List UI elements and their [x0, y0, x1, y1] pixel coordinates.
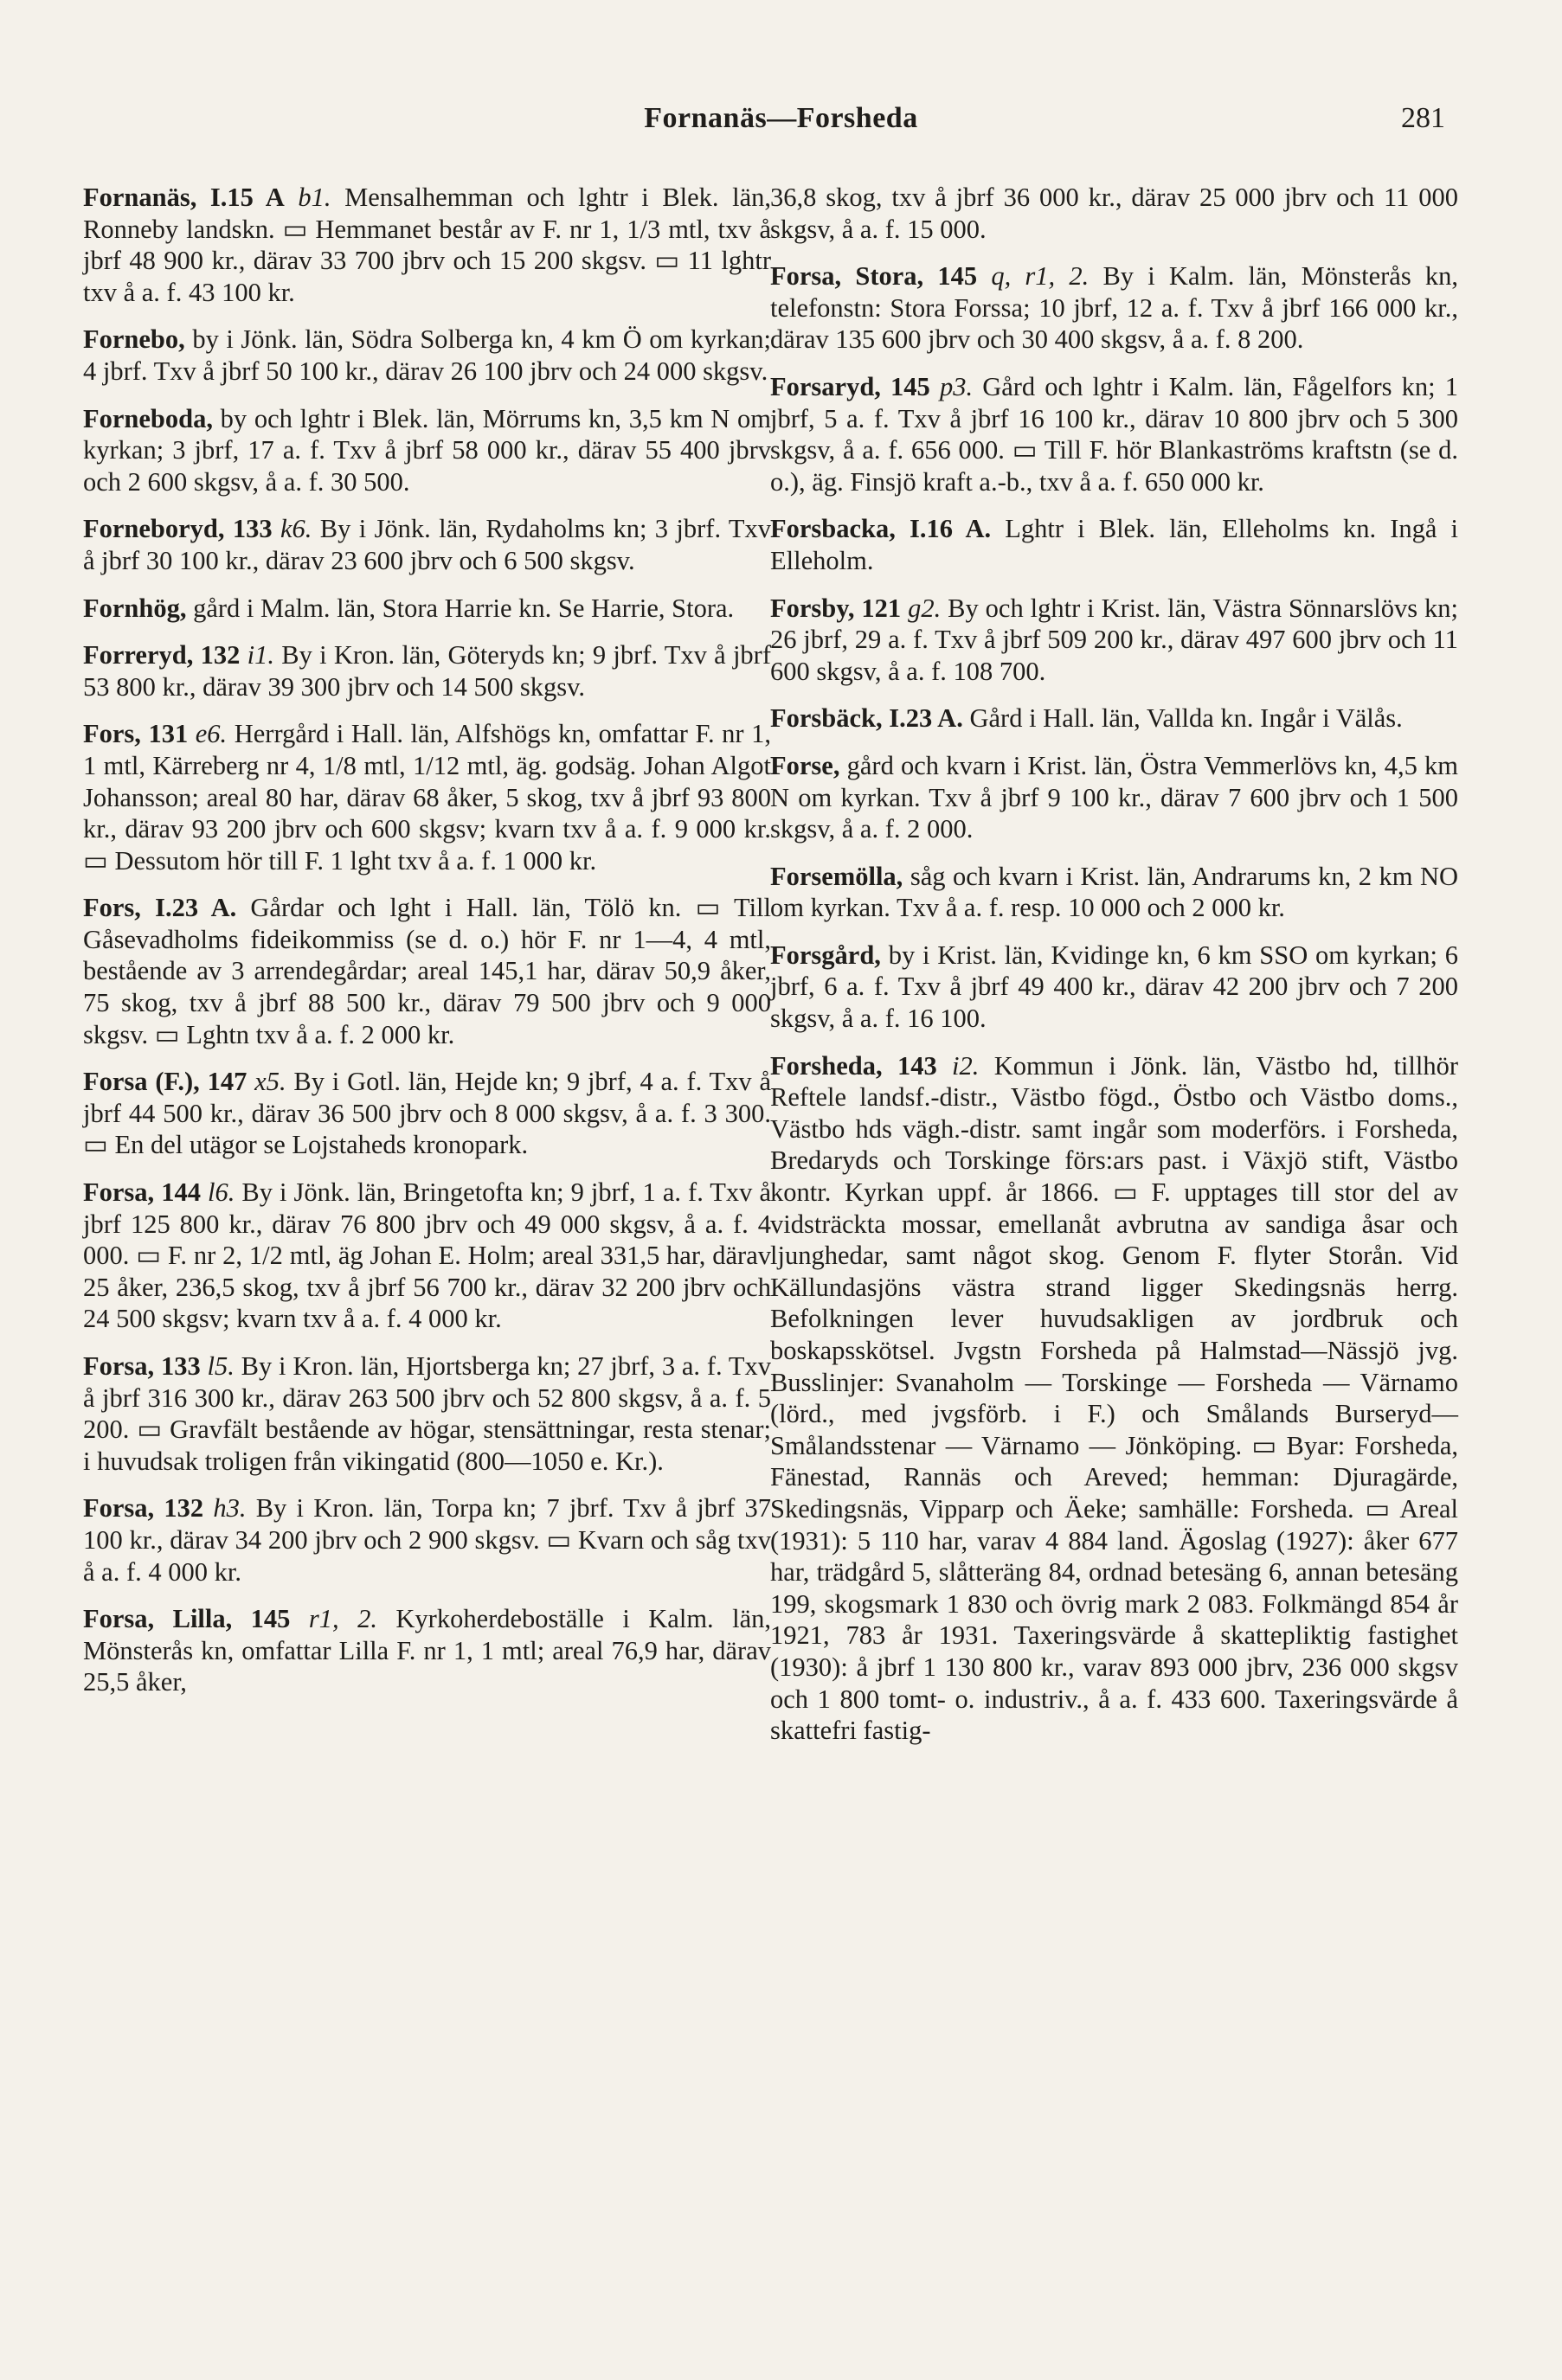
entry-text: by och lghtr i Blek. län, Mörrums kn, 3,5 km N om kyrkan; 3 jbrf, 17 a. f. Txv å jbrf 58 000 kr., därav 55 400 jbrv och 2 600 skgsv, å a. f. 30 500. [83, 403, 771, 497]
entry-headword: Forneboda, [83, 403, 213, 433]
dictionary-entry [770, 182, 1458, 245]
entry-headword: Fors, I.23 A. [83, 893, 237, 923]
dictionary-entry [83, 718, 771, 876]
entry-headword: Forsa, Stora, 145 [770, 261, 978, 292]
entry-headword: Forreryd, 132 [83, 640, 241, 670]
map-reference: p3. [939, 371, 974, 401]
entry-text: gård i Malm. län, Stora Harrie kn. Se Harrie, Stora. [186, 593, 735, 623]
entry-headword: Forsa, 144 [83, 1177, 201, 1208]
map-reference: r1, 2. [308, 1604, 377, 1634]
entry-text: By i Jönk. län, Rydaholms kn; 3 jbrf. Txv å jbrf 30 100 kr., därav 23 600 jbrv och 6 500 skgsv. [83, 514, 772, 575]
map-reference: l5. [207, 1351, 235, 1381]
entry-headword: Forsbäck, I.23 A. [770, 703, 963, 734]
entry-text: By i Kron. län, Hjortsberga kn; 27 jbrf, 3 a. f. Txv å jbrf 316 300 kr., därav 263 500 jbrv och 52 800 skgsv, å a. f. 5 200. ▭ Gravfält bestående av högar, stensättningar, resta stenar; i huvudsak troligen från vikingatid (800—1050 e. Kr.). [83, 1351, 771, 1476]
entry-text: by i Krist. län, Kvidinge kn, 6 km SSO om kyrkan; 6 jbrf, 6 a. f. Txv å jbrf 49 400 kr., därav 42 200 jbrv och 7 200 skgsv, å a. f. 16 100. [770, 940, 1458, 1034]
map-reference: q, r1, 2. [991, 261, 1090, 292]
right-column [770, 182, 1458, 1762]
entry-text: gård och kvarn i Krist. län, Östra Vemmerlövs kn, 4,5 km N om kyrkan. Txv å jbrf 9 100 kr., därav 7 600 jbrv och 1 500 skgsv, å a. f. 2 000. [770, 750, 1458, 844]
entry-headword: Forsa, 133 [83, 1351, 201, 1381]
map-reference: i2. [952, 1050, 980, 1081]
dictionary-entry [83, 1066, 771, 1161]
entry-headword: Fornhög, [83, 593, 187, 623]
entry-headword: Forsaryd, 145 [770, 371, 930, 401]
entry-text: by i Jönk. län, Södra Solberga kn, 4 km Ö om kyrkan; 4 jbrf. Txv å jbrf 50 100 kr., därav 26 100 jbrv och 24 000 skgsv. [83, 324, 771, 386]
entry-headword: Forsa (F.), 147 [83, 1067, 247, 1097]
map-reference: k6. [280, 514, 312, 544]
dictionary-entry [83, 403, 771, 498]
dictionary-entry [83, 639, 771, 702]
dictionary-entry [770, 702, 1458, 735]
entry-headword: Forsa, 132 [83, 1493, 204, 1524]
dictionary-entry [770, 940, 1458, 1035]
entry-headword: Forse, [770, 750, 840, 780]
dictionary-entry [83, 892, 771, 1050]
dictionary-entry [83, 1177, 771, 1335]
entry-text: Kyrkoherdeboställe i Kalm. län, Mönsterås kn, omfattar Lilla F. nr 1, 1 mtl; areal 76,9 har, därav 25,5 åker, [83, 1604, 771, 1697]
entry-headword: Forsby, 121 [770, 593, 902, 623]
map-reference: l6. [207, 1177, 235, 1208]
entry-text: By och lghtr i Krist. län, Västra Sönnarslövs kn; 26 jbrf, 29 a. f. Txv å jbrf 509 200 kr., därav 497 600 jbrv och 11 600 skgsv, å a. f. 108 700. [770, 593, 1458, 686]
entry-text: Herrgård i Hall. län, Alfshögs kn, omfattar F. nr 1, 1 mtl, Kärreberg nr 4, 1/8 mtl, 1/12 mtl, äg. godsäg. Johan Algot Johansson; areal 80 har, därav 68 åker, 5 skog, txv å jbrf 93 800 kr., därav 93 200 jbrv och 600 skgsv; kvarn txv å a. f. 9 000 kr. ▭ Dessutom hör till F. 1 lght txv å a. f. 1 000 kr. [83, 719, 771, 876]
entry-headword: Forsheda, 143 [770, 1050, 937, 1081]
running-head: Fornanäs—Forsheda [644, 102, 918, 134]
dictionary-entry [83, 1603, 771, 1698]
entry-text: By i Jönk. län, Bringetofta kn; 9 jbrf, 1 a. f. Txv å jbrf 125 800 kr., därav 76 800 jbrv och 49 000 skgsv, å a. f. 4 000. ▭ F. nr 2, 1/2 mtl, äg Johan E. Holm; areal 331,5 har, därav 25 åker, 236,5 skog, txv å jbrf 56 700 kr., därav 32 200 jbrv och 24 500 skgsv; kvarn txv å a. f. 4 000 kr. [83, 1177, 771, 1334]
page-number: 281 [1401, 102, 1445, 134]
dictionary-entry [770, 513, 1458, 576]
dictionary-entry [83, 1492, 771, 1588]
entry-text: Mensalhemman och lghtr i Blek. län, Ronneby landskn. ▭ Hemmanet består av F. nr 1, 1/3 mtl, txv å jbrf 48 900 kr., därav 33 700 jbrv och 15 200 skgsv. ▭ 11 lghtr txv å a. f. 43 100 kr. [83, 183, 771, 307]
entry-headword: Fors, 131 [83, 719, 189, 749]
entry-text: By i Gotl. län, Hejde kn; 9 jbrf, 4 a. f. Txv å jbrf 44 500 kr., därav 36 500 jbrv och 8 000 skgsv, å a. f. 3 300. ▭ En del utägor se Lojstaheds kronopark. [83, 1067, 772, 1160]
dictionary-entry [770, 1050, 1458, 1747]
dictionary-entry [83, 513, 771, 576]
entry-text: Gårdar och lght i Hall. län, Tölö kn. ▭ Till Gåsevadholms fideikommiss (se d. o.) hör F. nr 1—4, 4 mtl, bestående av 3 arrendegårdar; areal 145,1 har, därav 50,9 åker, 75 skog, txv å jbrf 88 500 kr., därav 79 500 jbrv och 9 000 skgsv. ▭ Lghtn txv å a. f. 2 000 kr. [83, 893, 771, 1049]
dictionary-entry [770, 593, 1458, 688]
entry-text: By i Kalm. län, Mönsterås kn, telefonstn: Stora Forssa; 10 jbrf, 12 a. f. Txv å jbrf 166 000 kr., därav 135 600 jbrv och 30 400 skgsv, å a. f. 8 200. [770, 261, 1459, 355]
dictionary-entry [83, 182, 771, 308]
map-reference: g2. [908, 593, 942, 623]
dictionary-entry [83, 324, 771, 387]
entry-headword: Forsa, Lilla, 145 [83, 1604, 291, 1634]
dictionary-entry [770, 371, 1458, 497]
entry-headword: Forsgård, [770, 940, 881, 970]
map-reference: h3. [213, 1493, 247, 1524]
entry-headword: Forneboryd, 133 [83, 514, 273, 544]
entry-text: Kommun i Jönk. län, Västbo hd, tillhör Reftele landsf.-distr., Västbo fögd., Östbo och Västbo doms., Västbo hds vägh.-distr. samt ingår som moderförs. i Forsheda, Bredaryds och Torskinge förs:ars past. i Växjö stift, Västbo kontr. Kyrkan uppf. år 1866. ▭ F. upptages till stor del av vidsträckta mossar, emellanåt avbrutna av sandiga åsar och ljunghedar, samt något skog. Genom F. flyter Storån. Vid Källundasjöns västra strand ligger Skedingsnäs herrg. Befolkningen lever huvudsakligen av jordbruk och boskapsskötsel. Jvgstn Forsheda på Halmstad—Nässjö jvg. Busslinjer: Svanaholm — Torskinge — Forsheda — Värnamo (lörd., med jvgsförb. i F.) och Smålands Burseryd—Smålandsstenar — Värnamo — Jönköping. ▭ Byar: Forsheda, Fänestad, Rannäs och Areved; hemman: Djuragärde, Skedingsnäs, Vipparp och Äeke; samhälle: Forsheda. ▭ Areal (1931): 5 110 har, varav 4 884 land. Ägoslag (1927): åker 677 har, trädgård 5, slåtteräng 84, ordnad betesäng 6, annan betesäng 199, skogsmark 1 830 och övrig mark 2 083. Folkmängd 854 år 1921, 783 år 1931. Taxeringsvärde å skattepliktig fastighet (1930): å jbrf 1 130 800 kr., varav 893 000 jbrv, 236 000 skgsv och 1 800 tomt- o. industriv., å a. f. 433 600. Taxeringsvärde å skattefri fastig- [770, 1050, 1459, 1746]
dictionary-entry [83, 593, 771, 625]
map-reference: e6. [195, 719, 228, 749]
entry-text: Gård i Hall. län, Vallda kn. Ingår i Välås. [962, 703, 1403, 734]
map-reference: x5. [254, 1067, 286, 1097]
entry-text: såg och kvarn i Krist. län, Andrarums kn, 2 km NO om kyrkan. Txv å a. f. resp. 10 000 och 2 000 kr. [770, 861, 1458, 923]
map-reference: b1. [298, 183, 331, 212]
entry-headword: Forsemölla, [770, 861, 903, 891]
map-reference: i1. [247, 640, 274, 670]
entry-text: Lghtr i Blek. län, Elleholms kn. Ingå i Elleholm. [770, 514, 1458, 575]
entry-text: 36,8 skog, txv å jbrf 36 000 kr., därav 25 000 jbrv och 11 000 skgsv, å a. f. 15 000. [770, 183, 1458, 244]
dictionary-entry [770, 861, 1458, 924]
entry-text: Gård och lghtr i Kalm. län, Fågelfors kn; 1 jbrf, 5 a. f. Txv å jbrf 16 100 kr., därav 10 800 jbrv och 5 300 skgsv, å a. f. 656 000. ▭ Till F. hör Blankaströms kraftstn (se d. o.), äg. Finsjö kraft a.-b., txv å a. f. 650 000 kr. [770, 371, 1459, 497]
entry-headword: Fornebo, [83, 324, 185, 355]
entry-text: By i Kron. län, Göteryds kn; 9 jbrf. Txv å jbrf 53 800 kr., därav 39 300 jbrv och 14 500 skgsv. [83, 640, 771, 702]
dictionary-entry [770, 750, 1458, 845]
entry-headword: Forsbacka, I.16 A. [770, 514, 992, 544]
left-column [83, 182, 771, 1714]
entry-headword: Fornanäs, I.15 A [83, 183, 285, 212]
entry-text: By i Kron. län, Torpa kn; 7 jbrf. Txv å jbrf 37 100 kr., därav 34 200 jbrv och 2 900 skgsv. ▭ Kvarn och såg txv å a. f. 4 000 kr. [83, 1493, 772, 1587]
dictionary-entry [770, 260, 1458, 356]
dictionary-entry [83, 1350, 771, 1477]
